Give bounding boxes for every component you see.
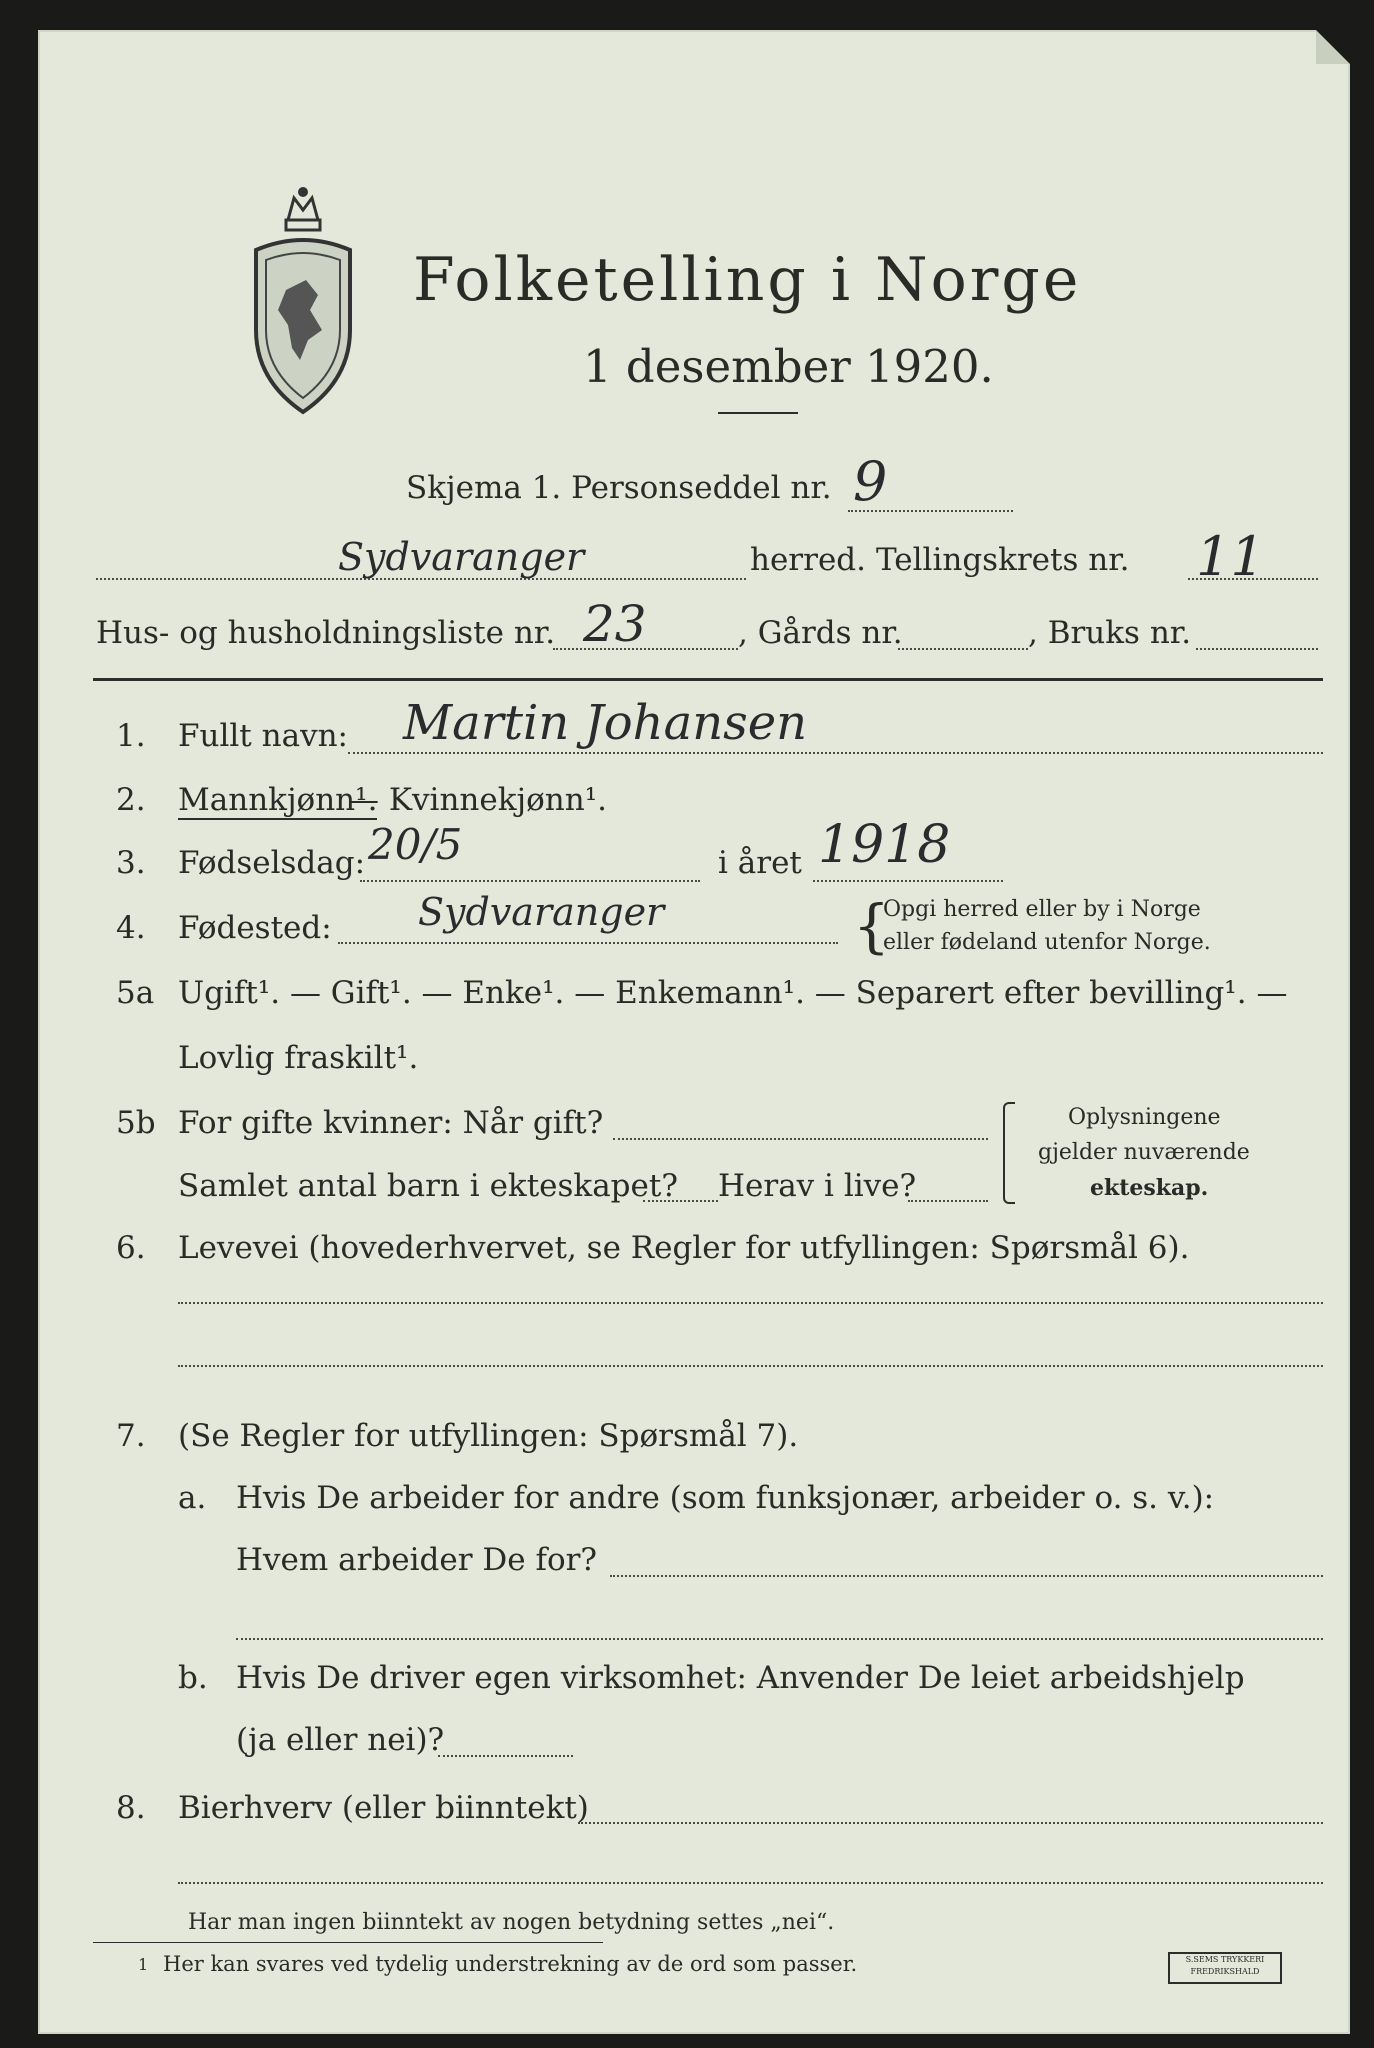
printer-city: FREDRIKSHALD [1190,1967,1260,1976]
children-count-field[interactable] [643,1200,718,1202]
folded-corner [1316,30,1350,64]
coat-of-arms-icon [248,180,358,420]
q7a-employer-label: Hvem arbeider De for? [236,1542,598,1578]
hired-help-field[interactable] [438,1755,573,1757]
q7a-text: Hvis De arbeider for andre (som funksjonær, arbeider o. s. v.): [236,1480,1215,1516]
printer-stamp [1168,1952,1282,1984]
q4-number: 4. [116,910,146,946]
bruks-label: , Bruks nr. [1028,615,1192,651]
male-option[interactable]: Mannkjønn¹. [178,782,378,818]
husliste-label: Hus- og husholdningsliste nr. [96,615,556,651]
female-option[interactable]: — Kvinnekjønn¹. [348,782,607,818]
printer-name: S.SEMS TRYKKERI [1185,1955,1265,1964]
herred-value: Sydvaranger [338,535,585,579]
gards-label: , Gårds nr. [738,615,903,651]
q5b-note-line-1: Oplysningene [1068,1105,1221,1130]
q1-number: 1. [116,718,146,754]
tellingskrets-label: Tellingskrets nr. [876,542,1130,578]
q7b-text: Hvis De driver egen virksomhet: Anvender De leiet arbeidshjelp [236,1660,1245,1696]
birthplace-value: Sydvaranger [418,890,665,934]
header-divider [93,678,1323,681]
occupation-field-2[interactable] [178,1365,1323,1367]
q4-note-line-2: eller fødeland utenfor Norge. [883,930,1211,955]
children-alive-field[interactable] [908,1200,988,1202]
divorced-option[interactable]: Lovlig fraskilt¹. [178,1040,419,1076]
skjema-label: Skjema 1. Personseddel nr. [406,470,832,506]
q5a-number: 5a [116,975,155,1011]
employer-field-1[interactable] [610,1575,1323,1577]
q8-text: Bierhverv (eller biinntekt) [178,1790,589,1826]
q8-number: 8. [116,1790,146,1826]
q7-number: 7. [116,1418,146,1454]
marital-status-options[interactable]: Ugift¹. — Gift¹. — Enke¹. — Enkemann¹. — Separert efter bevilling¹. — [178,975,1288,1011]
q5b-children-label: Samlet antal barn i ekteskapet? [178,1168,678,1204]
q4-brace: { [853,892,890,960]
full-name-value: Martin Johansen [403,695,808,751]
footnote-text: Her kan svares ved tydelig understrekning av de ord som passer. [163,1952,858,1976]
footnote-divider [93,1942,603,1943]
year-label: i året [718,845,802,881]
tellingskrets-value: 11 [1196,525,1265,588]
herred-label: herred. [750,542,866,578]
q5b-note-line-2: gjelder nuværende [1038,1140,1250,1165]
side-income-field-2[interactable] [178,1882,1323,1884]
q7-text: (Se Regler for utfyllingen: Spørsmål 7). [178,1418,799,1454]
q5b-number: 5b [116,1105,156,1141]
q5b-married-label: For gifte kvinner: Når gift? [178,1105,604,1141]
gards-field[interactable] [898,648,1028,650]
q3-label: Fødselsdag: [178,845,366,881]
q6-number: 6. [116,1230,146,1266]
birthday-value: 20/5 [368,820,463,869]
personseddel-value: 9 [853,450,888,513]
full-name-field[interactable] [348,752,1323,754]
married-date-field[interactable] [613,1138,988,1140]
q7b-letter: b. [178,1660,208,1696]
husliste-value: 23 [583,595,647,653]
bruks-field[interactable] [1196,648,1318,650]
q5b-bracket [1003,1102,1015,1204]
q4-label: Fødested: [178,910,332,946]
footnote-mark: 1 [138,1955,149,1974]
q3-number: 3. [116,845,146,881]
birth-year-field[interactable] [813,880,1003,882]
employer-field-2[interactable] [236,1638,1323,1640]
q5b-alive-label: Herav i live? [718,1168,917,1204]
occupation-field-1[interactable] [178,1302,1323,1304]
q5b-note-line-3: ekteskap. [1090,1175,1209,1201]
form-title: Folketelling i Norge [413,245,1082,315]
q1-label: Fullt navn: [178,718,348,754]
q7a-letter: a. [178,1480,207,1516]
side-income-field-1[interactable] [578,1822,1323,1824]
birth-year-value: 1918 [818,815,951,875]
q2-number: 2. [116,782,146,818]
q4-note-line-1: Opgi herred eller by i Norge [883,897,1201,922]
census-date: 1 desember 1920. [583,340,994,393]
q7b-yes-no-label: (ja eller nei)? [236,1722,445,1758]
title-divider [718,412,798,414]
birthday-field[interactable] [360,880,700,882]
census-form [38,30,1350,2034]
birthplace-field[interactable] [338,942,838,944]
q6-text: Levevei (hovederhvervet, se Regler for utfyllingen: Spørsmål 6). [178,1230,1190,1266]
footer-note: Har man ingen biinntekt av nogen betydning settes „nei“. [188,1910,835,1935]
